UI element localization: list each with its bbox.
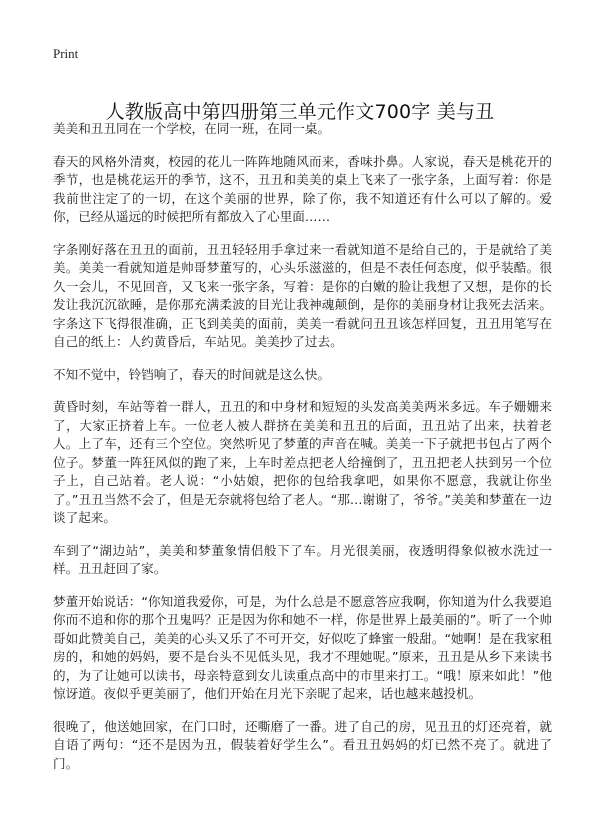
paragraph: 车到了“湖边站”，美美和梦董象情侣般下了车。月光很美丽，夜透明得象似被水洗过一样。丑丑赶回了家。: [53, 542, 552, 576]
paragraph: 字条刚好落在丑丑的面前，丑丑轻轻用手拿过来一看就知道不是给自己的，于是就给了美美。美美一看就知道是帅哥梦董写的，心头乐滋滋的，但是不表任何态度，似乎装酷。很久一会儿，不见回音，又飞来一张字条，写着：是你的白嫩的脸让我想了又想，是你的长发让我沉沉欲睡，是你那充满柔波的目光让我神魂颠倒，是你的美丽身材让我死去活来。字条这下飞得很准确，正飞到美美的面前，美美一看就问丑丑该怎样回复，丑丑用笔写在自己的纸上：人约黄昏后，车站见。美美抄了过去。: [53, 241, 552, 349]
paragraph: 梦董开始说话：“你知道我爱你，可是，为什么总是不愿意答应我啊，你知道为什么我要追你而不追和你的那个丑鬼吗？正是因为你和她不一样，你是世界上最美丽的”。听了一个帅哥如此赞美自己，美美的心头又乐了不可开交，好似吃了蜂蜜一般甜。“她啊！是在我家租房的，和她的妈妈，要不是台头不见低头见，我才不理她呢。”原来，丑丑是从乡下来读书的，为了让她可以读书，母亲特意到女儿读重点高中的市里来打工。“哦！原来如此！”他惊讶道。夜似乎更美丽了，他们开始在月光下亲昵了起来，话也越来越投机。: [53, 593, 552, 701]
paragraph: 不知不觉中，铃铛响了，春天的时间就是这么快。: [53, 366, 331, 382]
paragraph: 美美和丑丑同在一个学校，在同一班，在同一桌。: [53, 121, 331, 136]
page-title: 人教版高中第四册第三单元作文700字 美与丑: [105, 100, 495, 123]
print-label: Print: [53, 46, 79, 61]
paragraph: 黄昏时刻，车站等着一群人，丑丑的和中身材和短短的头发高美美两米多远。车子姗姗来了，大家正挤着上车。一位老人被人群挤在美美和丑丑的后面，丑丑站了出来，扶着老人。上了车，还有三个空位。突然听见了梦董的声音在喊。美美一下子就把书包占了两个位子。梦董一阵狂风似的跑了来，上车时差点把老人给撞倒了，丑丑把老人扶到另一个位子上，自己站着。老人说：“小姑娘，把你的包给我拿吧，如果你不愿意，我就让你坐了。”丑丑当然不会了，但是无奈就将包给了老人。“那…谢谢了，爷爷。”美美和梦董在一边谈了起来。: [53, 399, 552, 525]
paragraph: 很晚了，他送她回家，在门口时，还嘶磨了一番。进了自己的房，见丑丑的灯还亮着，就自语了两句：“还不是因为丑，假装着好学生么”。看丑丑妈妈的灯已然不亮了。就进了门。: [53, 718, 552, 771]
article-body: [53, 120, 552, 787]
paragraph: 春天的风格外清爽，校园的花儿一阵阵地随风而来，香味扑鼻。人家说，春天是桃花开的季节，也是桃花运开的季节，这不，丑丑和美美的桌上飞来了一张字条，上面写着：你是我前世注定了的一切，在这个美丽的世界，除了你，我不知道还有什么可以了解的。爱你，已经从遥远的时候把所有都放入了心里面……: [53, 153, 552, 224]
